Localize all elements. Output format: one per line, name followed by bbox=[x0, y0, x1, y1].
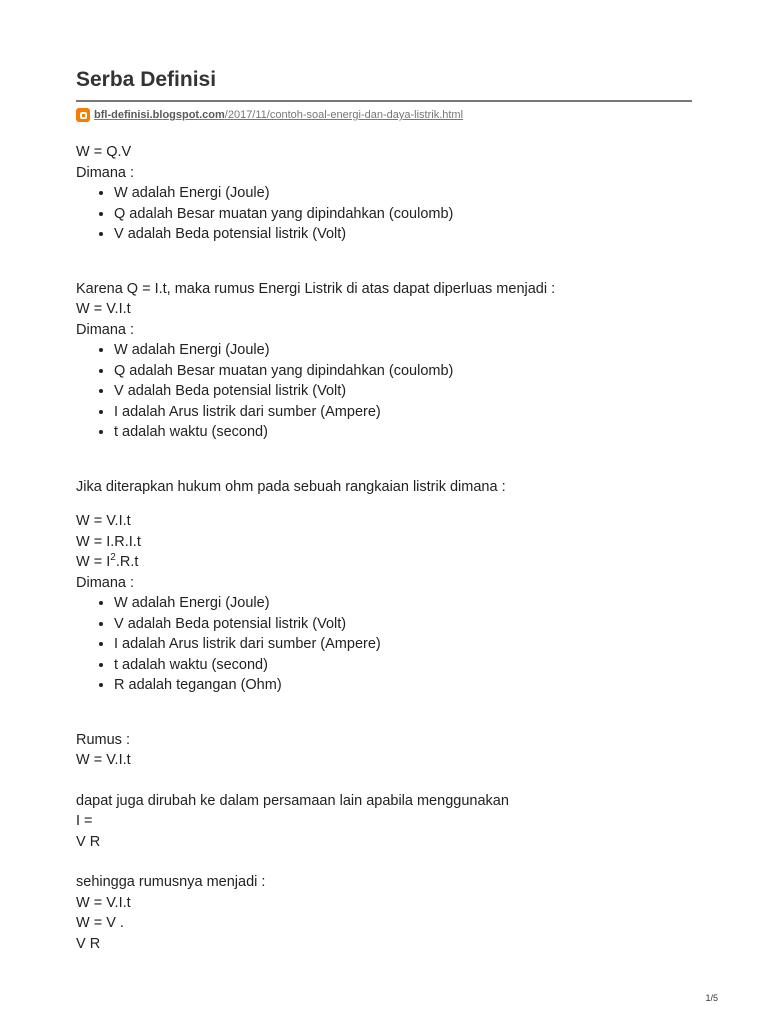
formula-w-vit: W = V.I.t bbox=[76, 752, 131, 768]
formula-w-vit: W = V.I.t bbox=[76, 301, 131, 317]
formula-v-r: V R bbox=[76, 833, 101, 850]
definition-list bbox=[76, 183, 692, 245]
paragraph-ohm: Jika diterapkan hukum ohm pada sebuah rangkaian listrik dimana : bbox=[76, 478, 506, 495]
list-item: • V adalah Beda potensial listrik (Volt) bbox=[114, 224, 692, 245]
list-item: • Q adalah Besar muatan yang dipindahkan (coulomb) bbox=[114, 361, 692, 382]
paragraph-persamaan: dapat juga dirubah ke dalam persamaan lain apabila menggunakan bbox=[76, 792, 509, 809]
paragraph-intro: Karena Q = I.t, maka rumus Energi Listrik di atas dapat diperluas menjadi : bbox=[76, 280, 556, 297]
paragraph-sehingga: sehingga rumusnya menjadi : bbox=[76, 874, 266, 890]
formula-exponent: 2 bbox=[110, 552, 116, 563]
formula-w-irit: W = I.R.I.t bbox=[76, 533, 141, 550]
title-divider bbox=[76, 100, 692, 102]
formula-w-i2rt bbox=[76, 552, 692, 573]
page-number: 1/5 bbox=[705, 993, 718, 1003]
source-path: /2017/11/contoh-soal-energi-dan-daya-listrik.html bbox=[224, 109, 464, 121]
list-item: • Q adalah Besar muatan yang dipindahkan (coulomb) bbox=[114, 204, 692, 225]
definition-list bbox=[76, 340, 692, 443]
dimana-label: Dimana : bbox=[76, 164, 135, 181]
page-title: Serba Definisi bbox=[76, 68, 217, 91]
article-body bbox=[76, 142, 692, 954]
dimana-label: Dimana : bbox=[76, 321, 135, 338]
formula-w-vit: W = V.I.t bbox=[76, 894, 131, 911]
formula-i-eq: I = bbox=[76, 813, 93, 829]
formula-prefix: W = I bbox=[76, 554, 111, 570]
rumus-label: Rumus : bbox=[76, 731, 130, 748]
list-item: • R adalah tegangan (Ohm) bbox=[114, 675, 692, 696]
list-item: • I adalah Arus listrik dari sumber (Ampere) bbox=[114, 634, 692, 655]
source-link[interactable] bbox=[94, 109, 463, 121]
list-item: • V adalah Beda potensial listrik (Volt) bbox=[114, 381, 692, 402]
formula-w-qv: W = Q.V bbox=[76, 144, 132, 160]
list-item: • W adalah Energi (Joule) bbox=[114, 183, 692, 204]
definition-list bbox=[76, 593, 692, 696]
dimana-label: Dimana : bbox=[76, 574, 135, 591]
list-item: • W adalah Energi (Joule) bbox=[114, 340, 692, 361]
formula-suffix: .R.t bbox=[115, 554, 139, 570]
formula-v-r: V R bbox=[76, 935, 101, 952]
list-item: • t adalah waktu (second) bbox=[114, 655, 692, 676]
formula-w-vit: W = V.I.t bbox=[76, 513, 131, 529]
list-item: • V adalah Beda potensial listrik (Volt) bbox=[114, 614, 692, 635]
list-item: • W adalah Energi (Joule) bbox=[114, 593, 692, 614]
source-domain: bfl-definisi.blogspot.com bbox=[94, 109, 225, 121]
source-link-row bbox=[76, 106, 463, 124]
list-item: • t adalah waktu (second) bbox=[114, 422, 692, 443]
blogger-icon bbox=[76, 108, 90, 122]
formula-w-v: W = V . bbox=[76, 915, 124, 931]
list-item: • I adalah Arus listrik dari sumber (Ampere) bbox=[114, 402, 692, 423]
